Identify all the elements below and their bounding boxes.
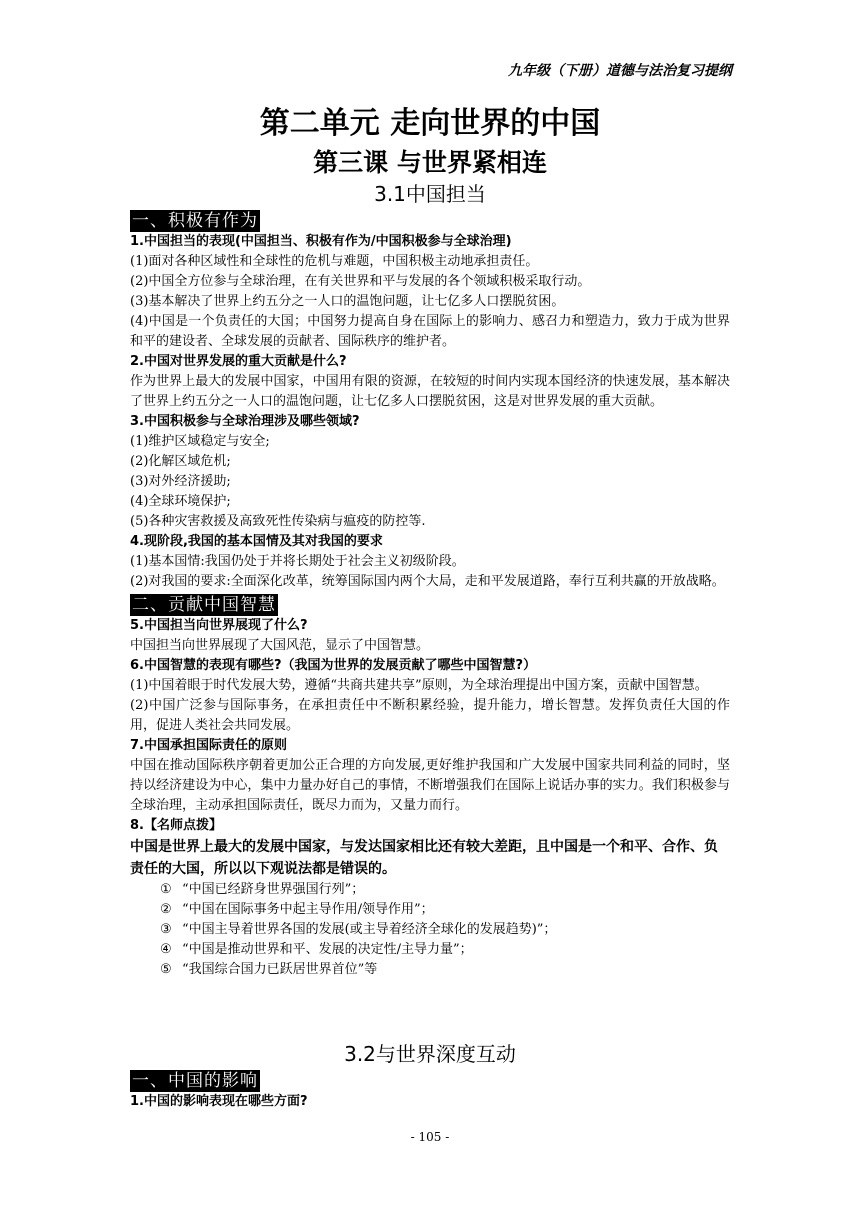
answer-item: (1)基本国情:我国仍处于并将长期处于社会主义初级阶段。 [130, 554, 465, 569]
question-heading-3: 3.中国积极参与全球治理涉及哪些领域? [130, 414, 360, 429]
question-heading-7: 7.中国承担国际责任的原则 [130, 738, 287, 753]
question-heading-8: 8.【名师点拨】 [130, 818, 222, 833]
answer-item: (1)面对各种区域性和全球性的危机与难题，中国积极主动地承担责任。 [130, 254, 539, 269]
answer-item: (4)中国是一个负责任的大国；中国努力提高自身在国际上的影响力、感召力和塑造力，致力于成为世界和平的建设者、全球发展的贡献者、国际秩序的维护者。 [130, 314, 730, 349]
answer-item: (2)对我国的要求:全面深化改革，统筹国际国内两个大局，走和平发展道路，奉行互利共赢的开放战略。 [130, 574, 725, 589]
lesson-title: 第三课 与世界紧相连 [313, 148, 547, 177]
question-heading-6: 6.中国智慧的表现有哪些?（我国为世界的发展贡献了哪些中国智慧?） [130, 658, 537, 673]
tip-list-item [130, 940, 730, 960]
section-label-part2: 二、贡献中国智慧 [132, 595, 276, 615]
answer-item: (2)化解区域危机; [130, 454, 231, 469]
question-heading-2: 2.中国对世界发展的重大贡献是什么? [130, 354, 347, 369]
section-label-influence: 一、中国的影响 [132, 1071, 258, 1091]
unit-title: 第二单元 走向世界的中国 [259, 106, 601, 141]
tip-list-item [130, 900, 730, 920]
section-title-3-2: 3.2与世界深度互动 [344, 1042, 516, 1066]
tip-list-item [130, 960, 730, 980]
list-number: ② [160, 902, 172, 917]
page-number: - 105 - [410, 1130, 450, 1144]
answer-paragraph: 中国在推动国际秩序朝着更加公正合理的方向发展,更好维护我国和广大发展中国家共同利益的同时，坚持以经济建设为中心，集中力量办好自己的事情，不断增强我们在国际上说话办事的实力。我们积极参与全球治理，主动承担国际责任，既尽力而为，又量力而行。 [130, 758, 730, 813]
tip-list-item [130, 880, 730, 900]
answer-item: (1)维护区域稳定与安全; [130, 434, 270, 449]
answer-paragraph: 作为世界上最大的发展中国家，中国用有限的资源，在较短的时间内实现本国经济的快速发展，基本解决了世界上约五分之一人口的温饱问题，让七亿多人口摆脱贫困，这是对世界发展的重大贡献。 [130, 374, 730, 409]
list-text: “我国综合国力已跃居世界首位”等 [182, 962, 378, 977]
answer-item: (3)基本解决了世界上约五分之一人口的温饱问题，让七亿多人口摆脱贫困。 [130, 294, 565, 309]
list-text: “中国在国际事务中起主导作用/领导作用”； [182, 902, 434, 917]
answer-item: (1)中国着眼于时代发展大势，遵循“共商共建共享”原则，为全球治理提出中国方案，贡献中国智慧。 [130, 678, 708, 693]
tip-list-item [130, 920, 730, 940]
answer-item: (4)全球环境保护; [130, 494, 231, 509]
question-heading-influence: 1.中国的影响表现在哪些方面? [130, 1094, 308, 1109]
section-label-part1: 一、积极有作为 [132, 211, 258, 231]
list-number: ④ [160, 942, 172, 957]
list-text: “中国主导着世界各国的发展(或主导着经济全球化的发展趋势)”； [182, 922, 557, 937]
list-number: ③ [160, 922, 172, 937]
list-text: “中国已经跻身世界强国行列”； [182, 882, 365, 897]
answer-item: (2)中国全方位参与全球治理，在有关世界和平与发展的各个领域积极采取行动。 [130, 274, 591, 289]
section-3-2-body [130, 1068, 730, 1112]
question-heading-1: 1.中国担当的表现(中国担当、积极有作为/中国积极参与全球治理) [130, 234, 512, 249]
question-heading-5: 5.中国担当向世界展现了什么? [130, 618, 308, 633]
tip-lead-text: 中国是世界上最大的发展中国家，与发达国家相比还有较大差距，且中国是一个和平、合作、负责任的大国，所以以下观说法都是错误的。 [130, 839, 718, 877]
answer-item: (3)对外经济援助; [130, 474, 231, 489]
section-3-1-body [130, 208, 730, 980]
list-number: ⑤ [160, 962, 172, 977]
answer-item: (5)各种灾害救援及高致死性传染病与瘟疫的防控等. [130, 514, 426, 529]
list-text: “中国是推动世界和平、发展的决定性/主导力量”； [182, 942, 473, 957]
answer-item: (2)中国广泛参与国际事务，在承担责任中不断积累经验，提升能力，增长智慧。发挥负责任大国的作用，促进人类社会共同发展。 [130, 698, 730, 733]
list-number: ① [160, 882, 172, 897]
question-heading-4: 4.现阶段,我国的基本国情及其对我国的要求 [130, 534, 383, 549]
running-header: 九年级（下册）道德与法治复习提纲 [508, 63, 732, 79]
section-title-3-1: 3.1中国担当 [374, 182, 486, 206]
answer-paragraph: 中国担当向世界展现了大国风范，显示了中国智慧。 [130, 638, 430, 653]
